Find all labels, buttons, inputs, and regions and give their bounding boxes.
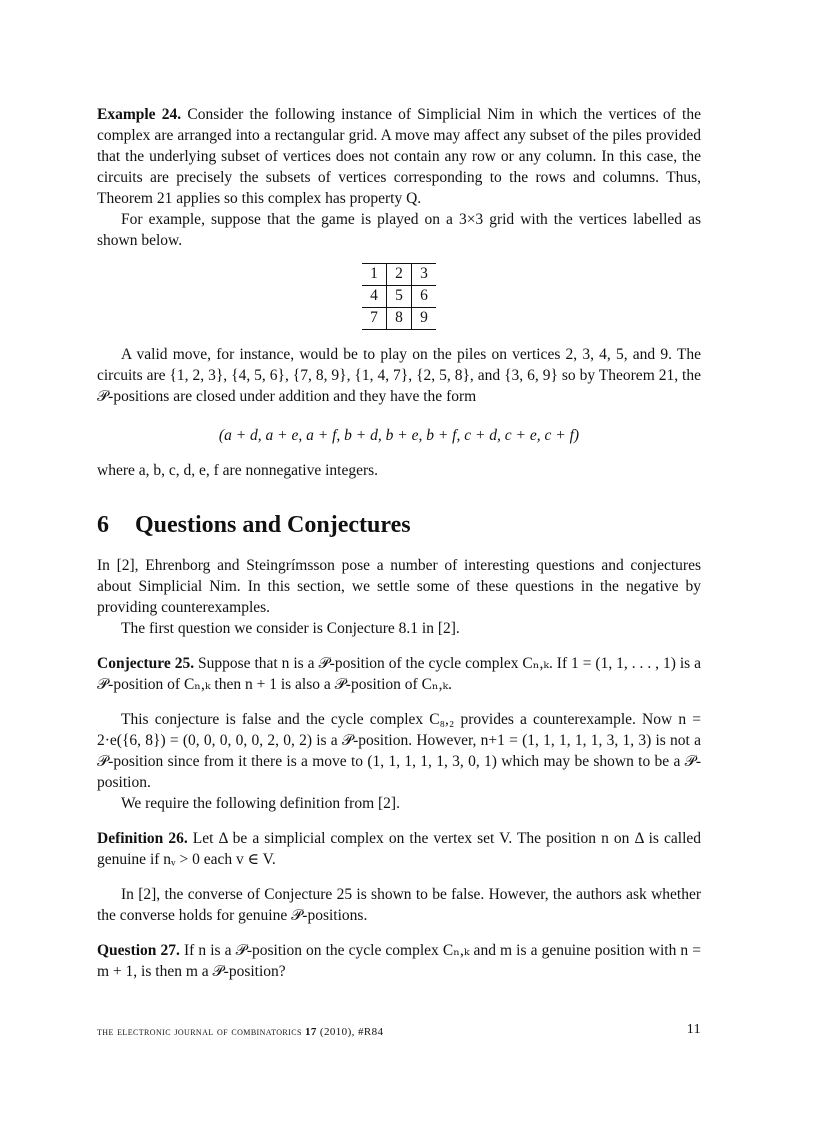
conjecture-text: Suppose that n is a 𝒫-position of the cycle complex Cₙ,ₖ. If 1 = (1, 1, . . . , 1) is a 𝒫-position of Cₙ,ₖ then n + 1 is also a 𝒫-position of Cₙ,ₖ. [97,655,702,693]
grid-row [362,308,436,330]
grid-cell: 3 [420,265,428,282]
question-27-paragraph [97,940,701,982]
definition-26-paragraph [97,828,701,870]
display-formula: (a + d, a + e, a + f, b + d, b + e, b + f, c + d, c + e, c + f) [218,427,580,444]
counterexample-paragraph: This conjecture is false and the cycle complex C₈,₂ provides a counterexample. Now n = 2·e({6, 8}) = (0, 0, 0, 0, 0, 2, 0, 2) is a 𝒫-position. However, n+1 = (1, 1, 1, 1, 1, 3, 1, 3) is not a 𝒫-position since from it there is a move to (1, 1, 1, 1, 1, 3, 0, 1) which may be shown to be a 𝒫-position. [97,711,701,791]
example-label: Example 24. [97,106,182,123]
page-footer [97,1021,701,1043]
journal-volume: 17 [304,1026,317,1038]
definition-intro: We require the following definition from [2]. [121,795,400,812]
definition-text: Let Δ be a simplicial complex on the vertex set V. The position n on Δ is called genuine if nᵥ > 0 each v ∈ V. [97,830,701,868]
journal-issue: (2010), #R84 [319,1026,384,1038]
valid-move-paragraph: A valid move, for instance, would be to play on the piles on vertices 2, 3, 4, 5, and 9. The circuits are {1, 2, 3}, {4, 5, 6}, {7, 8, 9}, {1, 4, 7}, {2, 5, 8}, and {3, 6, 9} so by Theorem 21, the 𝒫-positions are closed under addition and they have the form [97,346,701,405]
grid-row [362,264,436,286]
conjecture-label: Conjecture 25. [97,655,195,672]
definition-label: Definition 26. [97,830,188,847]
grid-cell: 9 [420,309,428,326]
question-text: If n is a 𝒫-position on the cycle complex Cₙ,ₖ and m is a genuine position with n = m + 1, is then m a 𝒫-position? [97,942,702,980]
where-line: where a, b, c, d, e, f are nonnegative integers. [97,462,379,479]
converse-paragraph: In [2], the converse of Conjecture 25 is shown to be false. However, the authors ask whether the converse holds for genuine 𝒫-positions. [97,886,701,924]
section-number: 6 [97,512,109,538]
grid-cell: 5 [387,286,412,308]
grid-cell: 7 [362,308,387,330]
grid-cell: 6 [420,287,428,304]
grid-cell: 2 [387,264,412,286]
page-number: 11 [686,1022,701,1037]
conjecture-25-paragraph [97,653,701,695]
section-intro-followup: The first question we consider is Conjecture 8.1 in [2]. [121,620,460,637]
example-text: Consider the following instance of Simplicial Nim in which the vertices of the complex are arranged into a rectangular grid. A move may affect any subset of the piles provided that the underlying subset of vertices does not contain any row or any column. In this case, the circuits are precisely the subsets of vertices corresponding to the rows and columns. Thus, Theorem 21 applies so this complex has property Q. [97,106,701,207]
grid-row [362,286,436,308]
journal-name: the electronic journal of combinatorics [97,1024,302,1038]
grid-cell: 1 [362,264,387,286]
section-title: Questions and Conjectures [135,512,411,538]
vertex-grid-table [362,263,436,330]
example-24-paragraph [97,104,701,209]
grid-cell: 8 [387,308,412,330]
example-grid-intro: For example, suppose that the game is played on a 3×3 grid with the vertices labelled as shown below. [97,211,701,249]
page-body [97,104,701,982]
grid-cell: 4 [362,286,387,308]
question-label: Question 27. [97,942,180,959]
section-intro-paragraph: In [2], Ehrenborg and Steingrímsson pose a number of interesting questions and conjectures about Simplicial Nim. In this section, we settle some of these questions in the negative by providing counterexamples. [97,557,701,616]
section-heading [97,511,701,539]
